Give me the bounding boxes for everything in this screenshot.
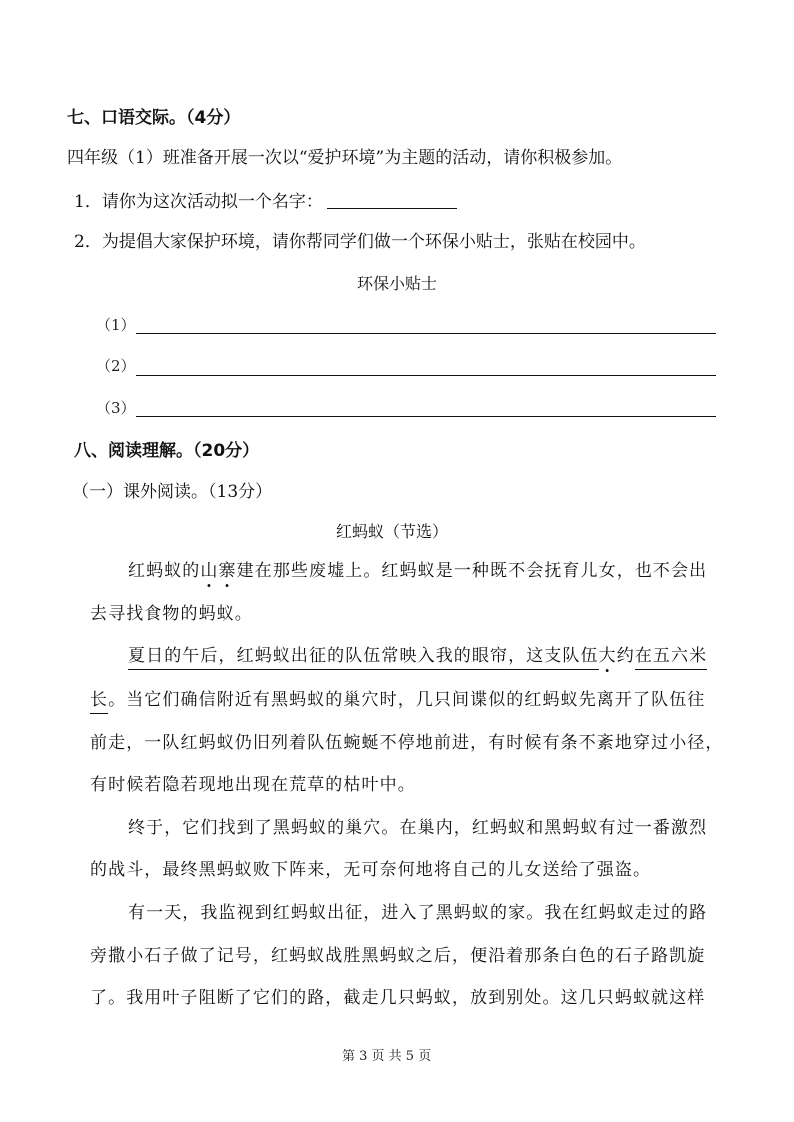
p2-underlined-2: 在五六米 [635,646,707,670]
question-1 [74,194,457,211]
p2-line-2-b: 。当它们确信附近有黑蚂蚁的巢穴时，几只间谍似的红蚂蚁先离开了队伍往 [108,690,706,710]
p4-line-2: 旁撒小石子做了记号，红蚂蚁战胜黑蚂蚁之后，便沿着那条白色的石子路凯旋 [90,946,706,966]
question-1-text: 1．请你为这次活动拟一个名字： [74,192,323,212]
p2-char-yue: 约 [616,646,635,666]
p2-line-4: 有时候若隐若现地出现在荒草的枯叶中。 [90,775,416,795]
tip-1-label: （1） [96,316,136,334]
tip-1-answer-line[interactable] [136,333,716,334]
section7-intro: 四年级（1）班准备开展一次以“爱护环境”为主题的活动，请你积极参加。 [67,148,623,168]
page-footer: 第 3 页 共 5 页 [342,1049,432,1064]
p2-line-3: 前走，一队红蚂蚁仍旧列着队伍蜿蜒不停地前进，有时候有条不紊地穿过小径， [90,733,724,753]
p2-underlined-3: 长 [90,690,108,714]
p2-underlined-1: 夏日的午后，红蚂蚁出征的队伍常映入我的眼帘，这支队伍 [128,646,599,670]
tip-2-label: （2） [96,357,136,375]
p4-line-1: 有一天，我监视到红蚂蚁出征，进入了黑蚂蚁的家。我在红蚂蚁走过的路 [128,903,708,923]
emphasis-char-zhai: 寨 [218,561,237,581]
activity-name-blank[interactable] [327,194,457,209]
p3-line-2: 的战斗，最终黑蚂蚁败下阵来，无可奈何地将自己的儿女送给了强盗。 [90,860,652,880]
p2-line-2 [90,692,705,709]
tips-title: 环保小贴士 [357,274,438,293]
question-2: 2．为提倡大家保护环境，请你帮同学们做一个环保小贴士，张贴在校园中。 [74,232,646,252]
tip-2-answer-line[interactable] [136,375,716,376]
emphasis-char-shan: 山 [200,561,219,581]
emphasis-char-da: 大 [598,646,617,666]
section8-heading: 八、阅读理解。（20分） [74,441,260,461]
p1-line-1-b: 建在那些废墟上。红蚂蚁是一种既不会抚育儿女，也不会出 [236,561,708,581]
section8-subheading: （一）课外阅读。（13分） [72,482,273,502]
section7-heading: 七、口语交际。（4分） [67,108,241,128]
tip-3-answer-line[interactable] [136,416,716,417]
p1-line-2: 去寻找食物的蚂蚁。 [90,604,253,624]
article-title: 红蚂蚁（节选） [336,522,449,541]
p2-line-1 [128,648,707,665]
tip-3-label: （3） [96,399,136,417]
p4-line-3: 了。我用叶子阻断了它们的路，截走几只蚂蚁，放到别处。这几只蚂蚁就这样 [90,988,706,1008]
p1-line-1 [128,563,707,580]
p1-line-1-a: 红蚂蚁的 [128,561,201,581]
p3-line-1: 终于，它们找到了黑蚂蚁的巢穴。在巢内，红蚂蚁和黑蚂蚁有过一番激烈 [128,818,708,838]
